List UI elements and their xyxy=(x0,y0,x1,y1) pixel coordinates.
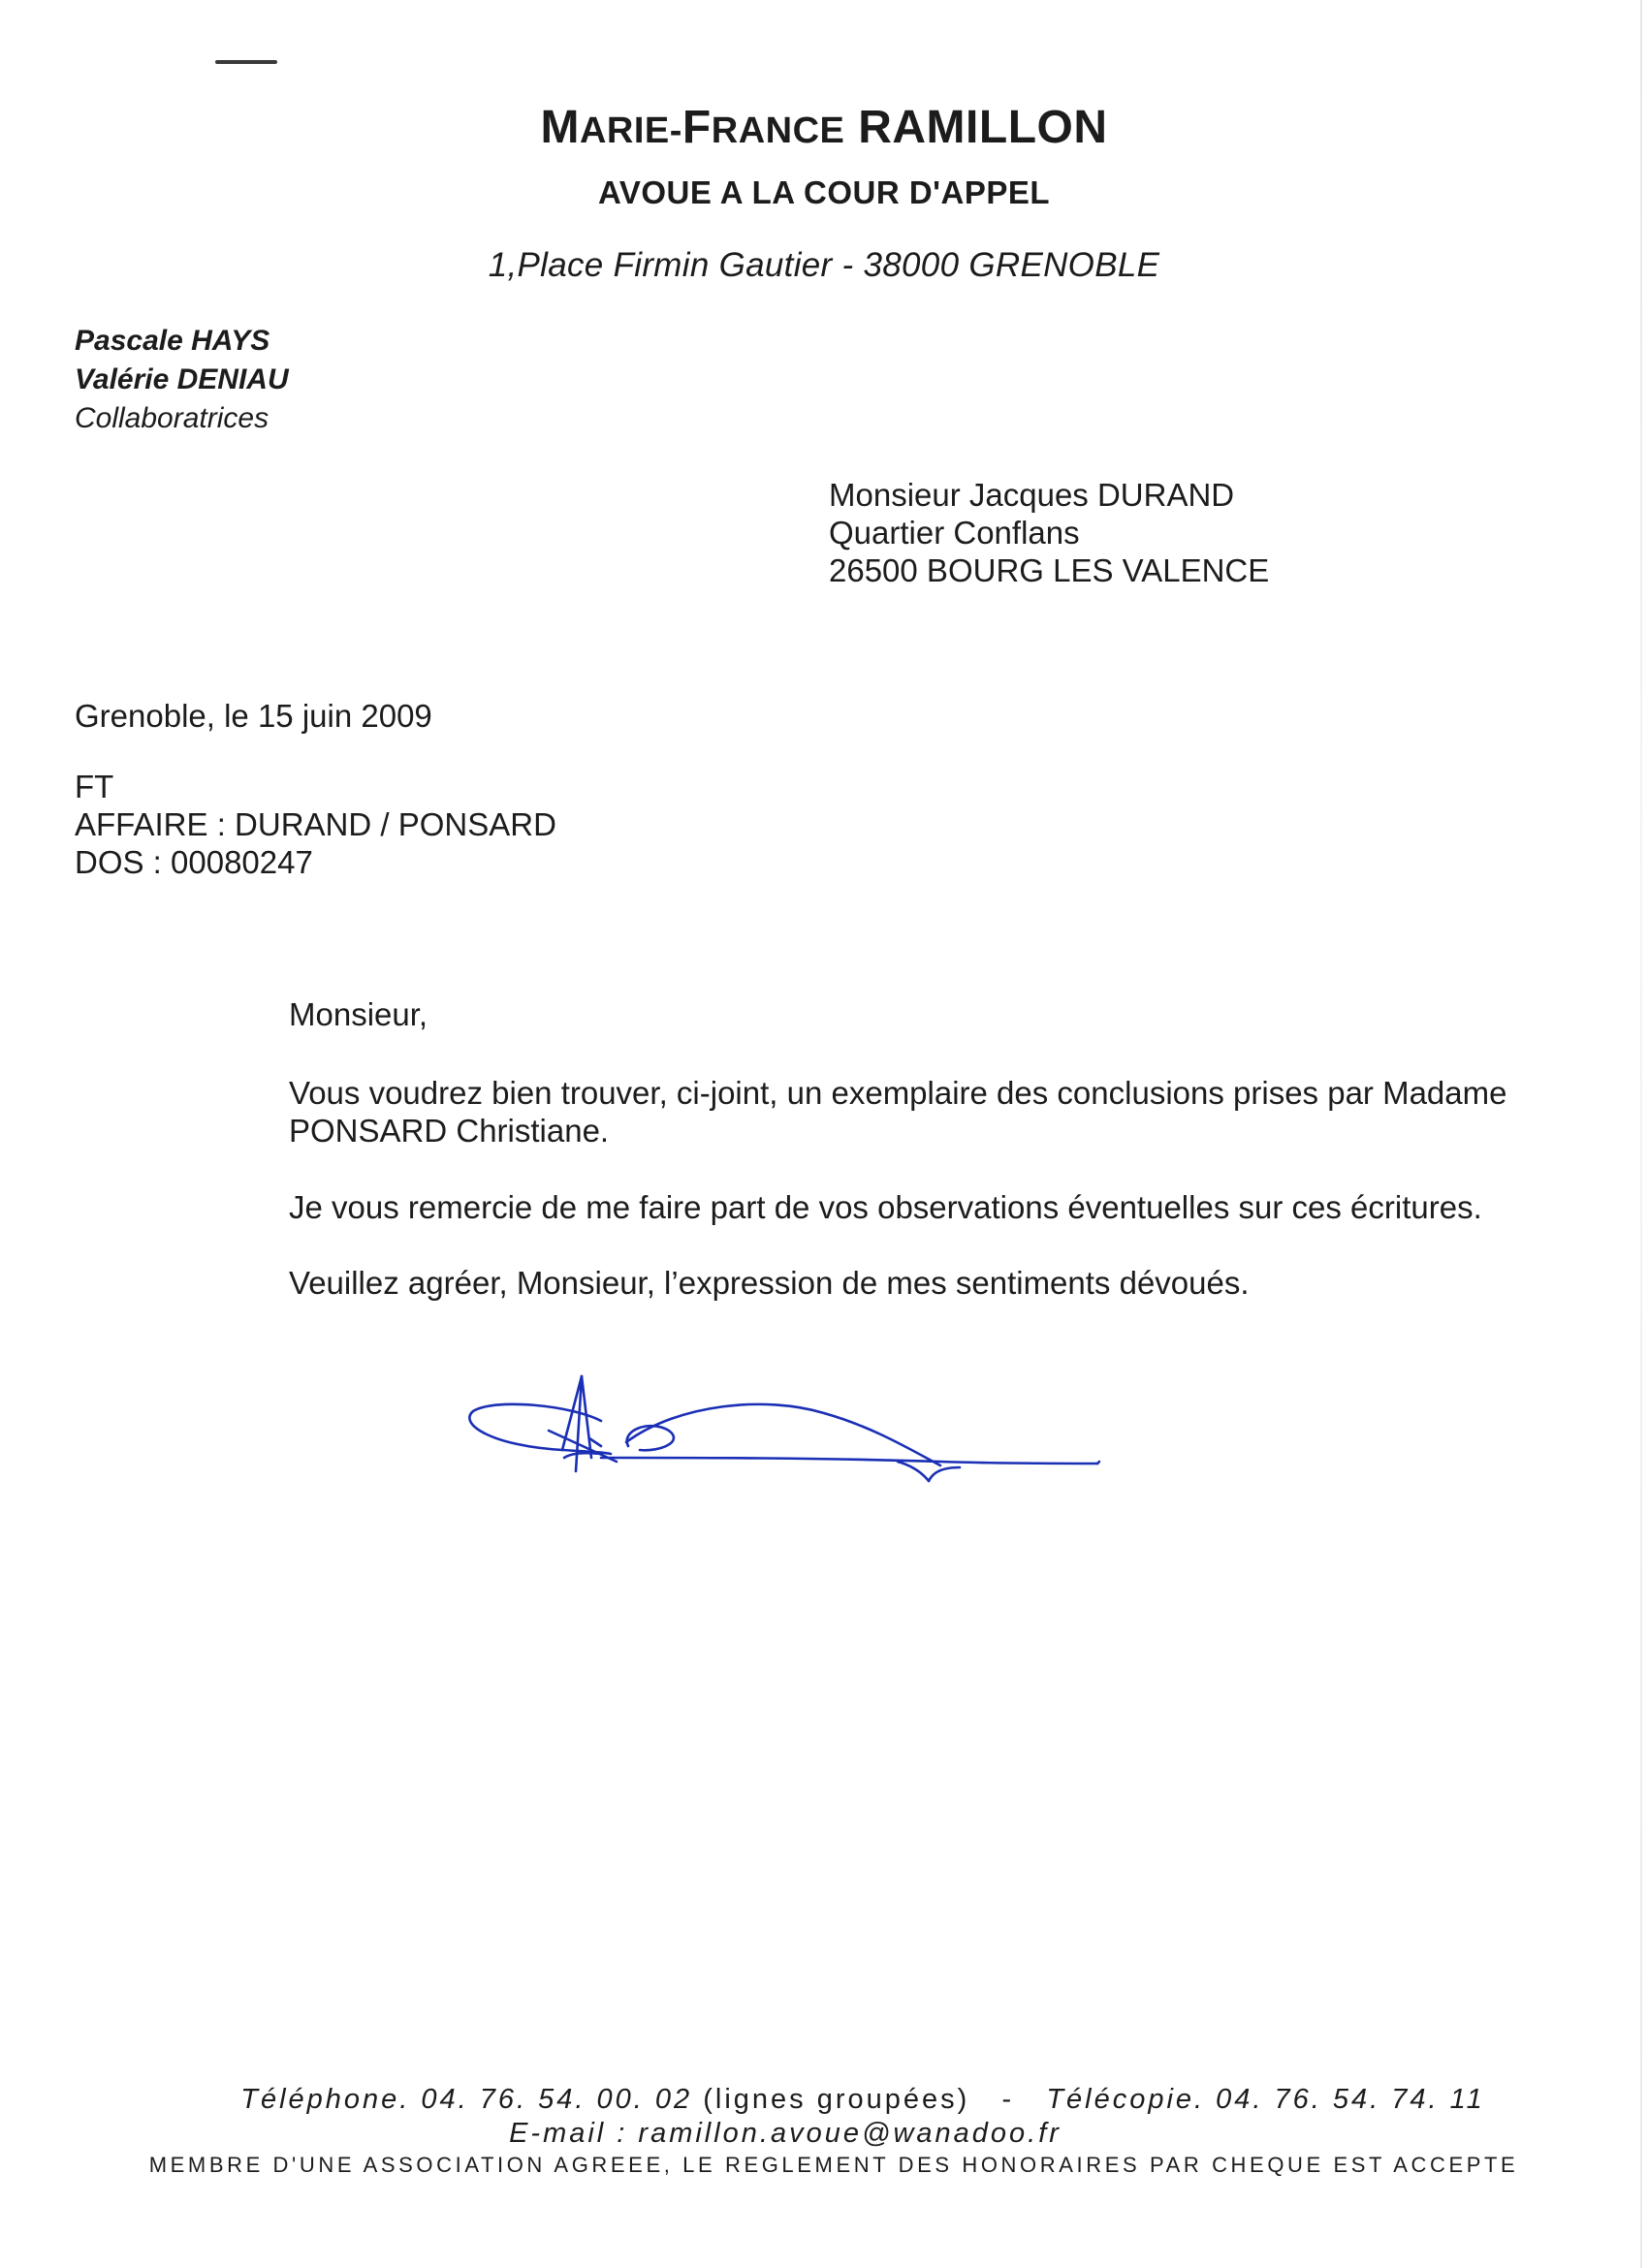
collaborator-name: Valérie DENIAU xyxy=(75,363,289,395)
reference-affaire: AFFAIRE : DURAND / PONSARD xyxy=(75,806,556,842)
body-paragraph: Je vous remercie de me faire part de vos observations éventuelles sur ces écritures. xyxy=(289,1189,1482,1225)
handwritten-signature xyxy=(456,1357,1115,1502)
footer-email: E-mail : ramillon.avoue@wanadoo.fr xyxy=(509,2118,1062,2149)
reference-initials: FT xyxy=(75,769,114,804)
letter-date: Grenoble, le 15 juin 2009 xyxy=(75,698,432,734)
scan-edge xyxy=(1640,0,1642,2268)
letterhead-title: AVOUE A LA COUR D'APPEL xyxy=(597,174,1051,210)
recipient-line: 26500 BOURG LES VALENCE xyxy=(829,552,1270,588)
recipient-line: Quartier Conflans xyxy=(829,515,1080,551)
name-rest-france: RANCE xyxy=(711,110,845,151)
collaborator-name: Pascale HAYS xyxy=(75,325,270,357)
name-last: RAMILLON xyxy=(858,102,1108,153)
recipient-line: Monsieur Jacques DURAND xyxy=(829,477,1235,513)
collaborators-block xyxy=(75,322,289,438)
name-rest-marie: ARIE- xyxy=(579,110,682,151)
recipient-address xyxy=(829,476,1269,589)
letterhead-name xyxy=(291,101,1357,154)
salutation: Monsieur, xyxy=(289,996,428,1032)
name-initial-f: F xyxy=(681,102,712,153)
footer-phone-fax xyxy=(39,2084,1648,2116)
reference-block xyxy=(75,768,556,881)
footer-phone: Téléphone. 04. 76. 54. 00. 02 xyxy=(240,2084,693,2115)
scan-mark xyxy=(215,60,277,64)
letterhead-address: 1,Place Firmin Gautier - 38000 GRENOBLE xyxy=(488,246,1160,284)
collaborator-role: Collaboratrices xyxy=(75,402,269,434)
footer-separator: - xyxy=(1001,2084,1015,2115)
body-paragraph: Vous voudrez bien trouver, ci-joint, un exemplaire des conclusions prises par Madame PONSARD Christiane. xyxy=(289,1075,1507,1149)
footer-fax: Télécopie. 04. 76. 54. 74. 11 xyxy=(1046,2084,1485,2115)
closing-paragraph: Veuillez agréer, Monsieur, l’expression de mes sentiments dévoués. xyxy=(289,1265,1250,1301)
reference-dossier: DOS : 00080247 xyxy=(75,844,313,880)
footer-phone-note: (lignes groupées) xyxy=(703,2084,970,2115)
footer-membership: MEMBRE D'UNE ASSOCIATION AGREEE, LE REGLEMENT DES HONORAIRES PAR CHEQUE EST ACCEPTE xyxy=(148,2153,1519,2177)
name-initial-m: M xyxy=(540,102,580,153)
